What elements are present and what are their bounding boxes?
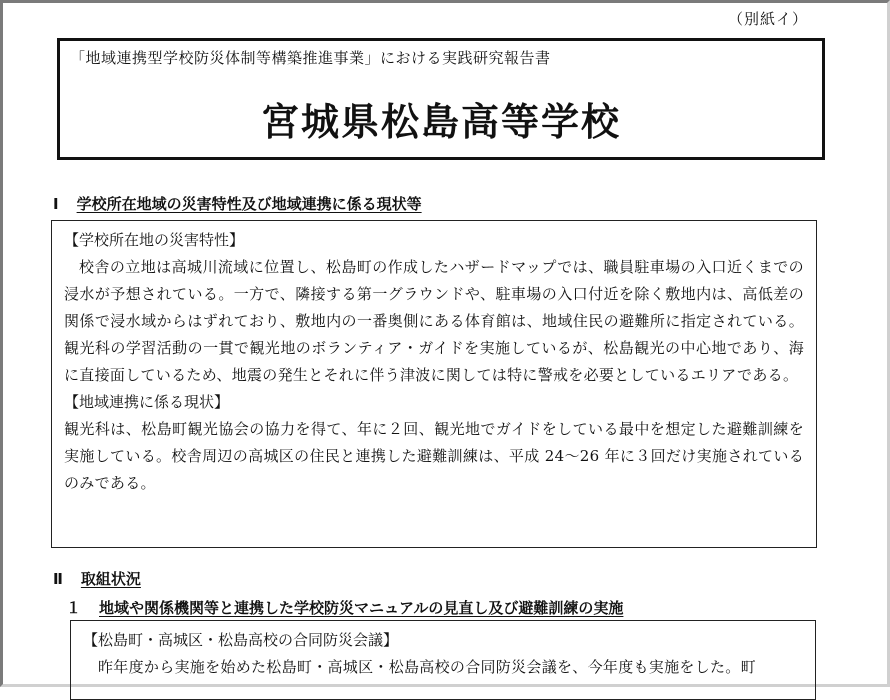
block-label: 【学校所在地の災害特性】 [64, 231, 245, 249]
block-label: 【松島町・高城区・松島高校の合同防災会議】 [83, 631, 399, 649]
block-text: 校舎の立地は高城川流域に位置し、松島町の作成したハザードマップでは、職員駐車場の入口近くまでの浸水が予想されている。一方で、隣接する第一グラウンドや、駐車場の入口付近を除く敷地内は、高低差の関係で浸水域からはずれており、敷地内の一番奥側にある体育館は、地域住民の避難所に指定されている。観光科の学習活動の一貫で観光地のボランティア・ガイドを実施しているが、松島観光の中心地であり、海に直接面しているため、地震の発生とそれに伴う津波に関しては特に警戒を必要としているエリアである。 [64, 258, 804, 384]
school-name: 宮城県松島高等学校 [260, 100, 621, 144]
block-label: 【地域連携に係る現状】 [64, 393, 230, 411]
joint-meeting-box [70, 620, 816, 700]
section-number: Ⅰ [53, 195, 59, 213]
section-title: 取組状況 [80, 570, 141, 588]
subsection-number: １ [66, 599, 82, 617]
disaster-characteristics-box [51, 220, 817, 548]
section-heading-2 [53, 568, 141, 589]
block-text: 観光科は、松島町観光協会の協力を得て、年に２回、観光地でガイドをしている最中を想定した避難訓練を実施している。校舎周辺の高城区の住民と連携した避難訓練は、平成 24～26 年に３回だけ実施されているのみである。 [64, 420, 804, 492]
section-number: Ⅱ [53, 570, 63, 588]
section-title: 学校所在地域の災害特性及び地域連携に係る現状等 [76, 195, 422, 213]
title-box [57, 38, 825, 160]
report-subtitle: 「地域連携型学校防災体制等構築推進事業」における実践研究報告書 [70, 49, 551, 67]
attachment-label: （別紙イ） [727, 10, 808, 28]
block-text: 昨年度から実施を始めた松島町・高城区・松島高校の合同防災会議を、今年度も実施をした。町 [98, 658, 756, 676]
subsection-title: 地域や関係機関等と連携した学校防災マニュアルの見直し及び避難訓練の実施 [99, 599, 624, 617]
section-heading-1 [53, 193, 422, 214]
subsection-heading-1 [66, 597, 623, 618]
